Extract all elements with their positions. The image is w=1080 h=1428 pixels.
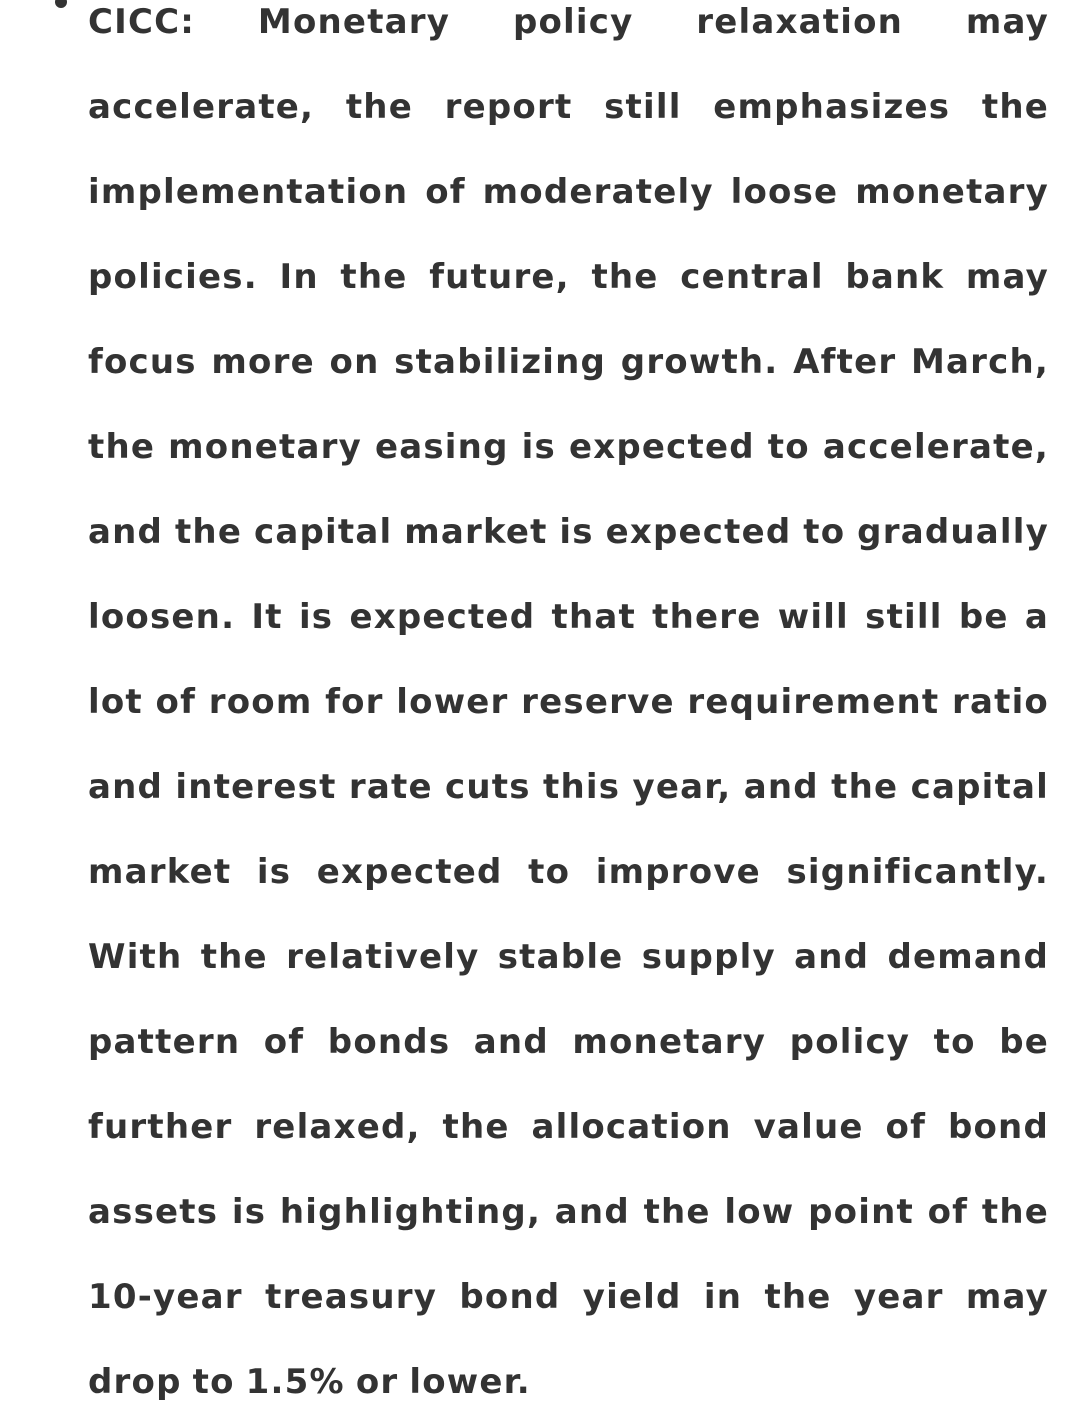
bullet-text: CICC: Monetary policy relaxation may accelerate, the report still emphasizes the implementation of moderately loose monetary policies. In the future, the central bank may focus more on stabilizing growth. After March, the monetary easing is expected to accelerate, and the capital market is expected to gradually loosen. It is expected that there will still be a lot of room for lower reserve requirement ratio and interest rate cuts this year, and the capital market is expected to improve significantly. With the relatively stable supply and demand pattern of bonds and monetary policy to be further relaxed, the allocation value of bond assets is highlighting, and the low point of the 10-year treasury bond yield in the year may drop to 1.5% or lower. xyxy=(88,2,1049,1402)
bullet-dot-icon xyxy=(55,0,67,8)
